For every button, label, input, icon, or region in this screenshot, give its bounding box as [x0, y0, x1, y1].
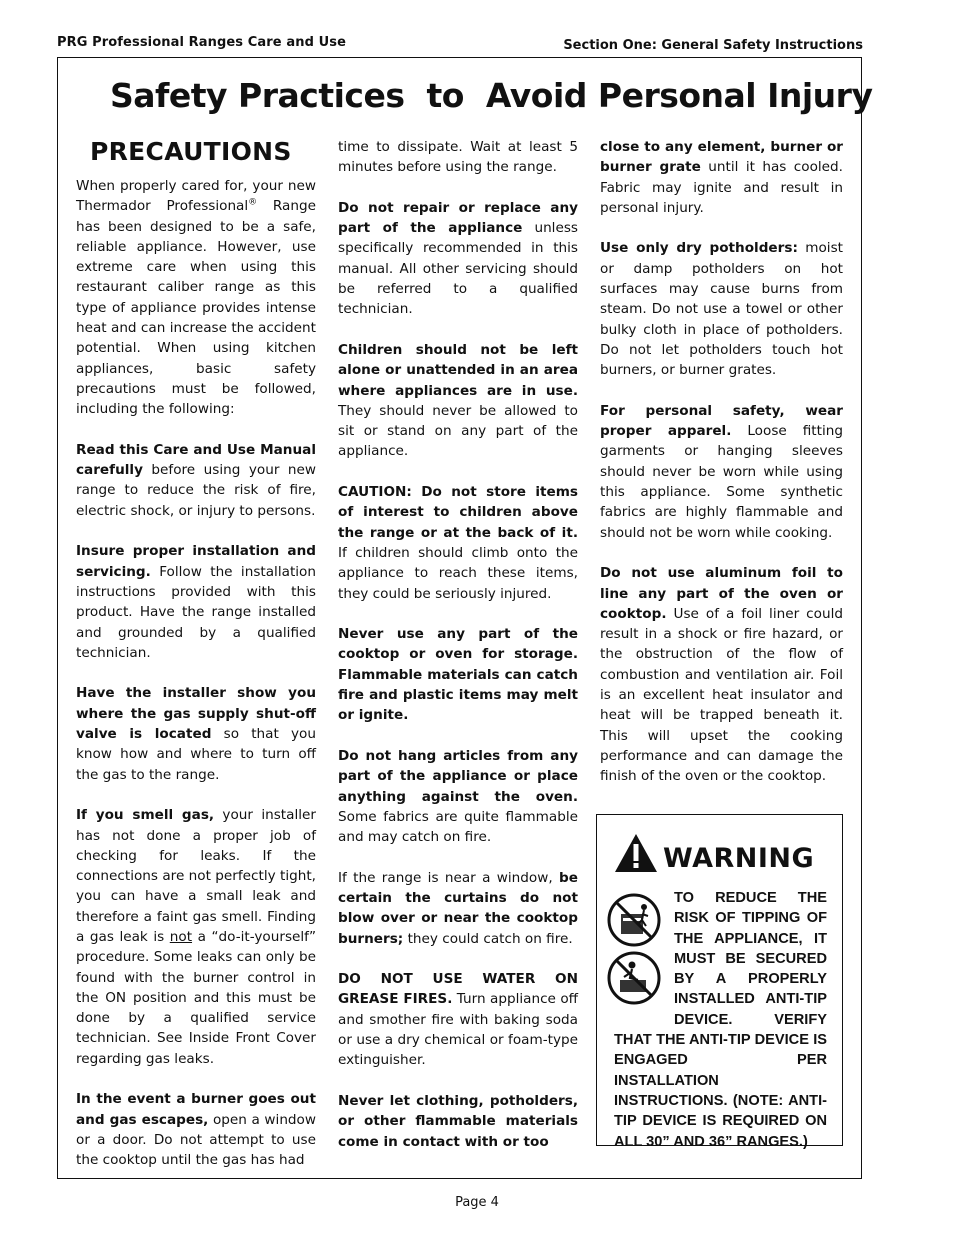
warning-text-block: [614, 888, 827, 1152]
paragraph-burner-out: In the event a burner goes out and gas escapes, open a window or a door. Do not attempt to use the cooktop until the gas has had: [76, 1091, 316, 1169]
column-2: [338, 137, 578, 1172]
paragraph-hang-articles: Do not hang articles from any part of the appliance or place anything against the oven. Some fabrics are quite flammable and may catch on fire.: [338, 747, 578, 846]
paragraph-repair: Do not repair or replace any part of the appliance unless specifically recommended in this manual. All other servicing should be referred to a qualified technician.: [338, 199, 578, 318]
warning-title: WARNING: [663, 843, 815, 874]
header-right: Section One: General Safety Instructions: [563, 38, 863, 53]
paragraph-installation: Insure proper installation and servicing. Follow the installation instructions provided with this product. Have the range installed and grounded by a qualified technician.: [76, 543, 316, 661]
column-1: [76, 176, 316, 1191]
page-title: Safety Practices to Avoid Personal Injury: [110, 76, 873, 115]
paragraph-children: Children should not be left alone or unattended in an area where appliances are in use. They should never be allowed to sit or stand on any part of the appliance.: [338, 341, 578, 460]
warning-box: [596, 814, 843, 1150]
paragraph-potholders: Use only dry potholders: moist or damp potholders on hot surfaces may cause burns from steam. Do not use a towel or other bulky cloth in place of potholders. Do not let potholders touch hot burners, or burner grates.: [600, 240, 843, 379]
warning-text: TO REDUCE THE RISK OF TIPPING OF THE APPLIANCE, IT MUST BE SECURED BY A PROPERLY INSTALLED ANTI-TIP DEVICE. VERIFY THAT THE ANTI-TIP DEVICE IS ENGAGED PER INSTALLATION INSTRUCTIONS. (NOTE: ANTI-TIP DEVICE IS REQUIRED ON ALL 30” AND 36” RANGES.): [614, 890, 827, 1150]
paragraph-shutoff-valve: Have the installer show you where the gas supply shut-off valve is located so that you know how and where to turn off the gas to the range.: [76, 685, 316, 783]
paragraph-apparel: For personal safety, wear proper apparel. Loose fitting garments or hanging sleeves should never be worn while using this appliance. Some synthetic fabrics are highly flammable and should not be worn while cooking.: [600, 402, 843, 541]
paragraph-dissipate: time to dissipate. Wait at least 5 minutes before using the range.: [338, 139, 578, 176]
paragraph-element-close: close to any element, burner or burner grate until it has cooled. Fabric may ignite and result in personal injury.: [600, 139, 843, 216]
warning-triangle-icon: [614, 833, 658, 873]
paragraph-window: If the range is near a window, be certain the curtains do not blow over or near the cooktop burners; they could catch on fire.: [338, 869, 578, 947]
paragraph-smell-gas: If you smell gas, your installer has not done a proper job of checking for leaks. If the connections are not perfectly tight, you can have a small leak and therefore a faint gas smell. Finding a gas leak is not a “do-it-yourself” procedure. Some leaks can only be found with the burner control in the ON position and this must be done by a qualified service technician. See Inside Front Cover regarding gas leaks.: [76, 807, 316, 1067]
column-3: [600, 137, 843, 807]
paragraph-clothing: Never let clothing, potholders, or other flammable materials come in contact with or too: [338, 1092, 578, 1150]
paragraph-grease-fires: DO NOT USE WATER ON GREASE FIRES. Turn appliance off and smother fire with baking soda or use a dry chemical or foam-type extinguisher.: [338, 971, 578, 1069]
header-left: PRG Professional Ranges Care and Use: [57, 35, 347, 50]
paragraph-caution: CAUTION: Do not store items of interest to children above the range or at the back of it. If children should climb onto the appliance to reach these items, they could be seriously injured.: [338, 484, 578, 602]
paragraph-read-manual: Read this Care and Use Manual carefully before using your new range to reduce the risk of fire, electric shock, or injury to persons.: [76, 441, 316, 519]
paragraph-storage: Never use any part of the cooktop or oven for storage. Flammable materials can catch fire and plastic items may melt or ignite.: [338, 626, 578, 724]
page-number: Page 4: [455, 1195, 499, 1210]
intro-paragraph: When properly cared for, your new Thermador Professional® Range has been designed to be a safe, reliable appliance. However, use extreme care when using this restaurant caliber range as this type of appliance provides intense heat and can increase the accident potential. When using kitchen appliances, basic safety precautions must be followed, including the following:: [76, 178, 316, 418]
paragraph-aluminum-foil: Do not use aluminum foil to line any part of the oven or cooktop. Use of a foil liner could result in a shock or fire hazard, or the obstruction of the flow of combustion and ventilation air. Foil is an excellent heat insulator and heat will be trapped beneath it. This will upset the cooking performance and can damage the finish of the oven or the cooktop.: [600, 565, 843, 785]
precautions-heading: PRECAUTIONS: [90, 137, 292, 166]
